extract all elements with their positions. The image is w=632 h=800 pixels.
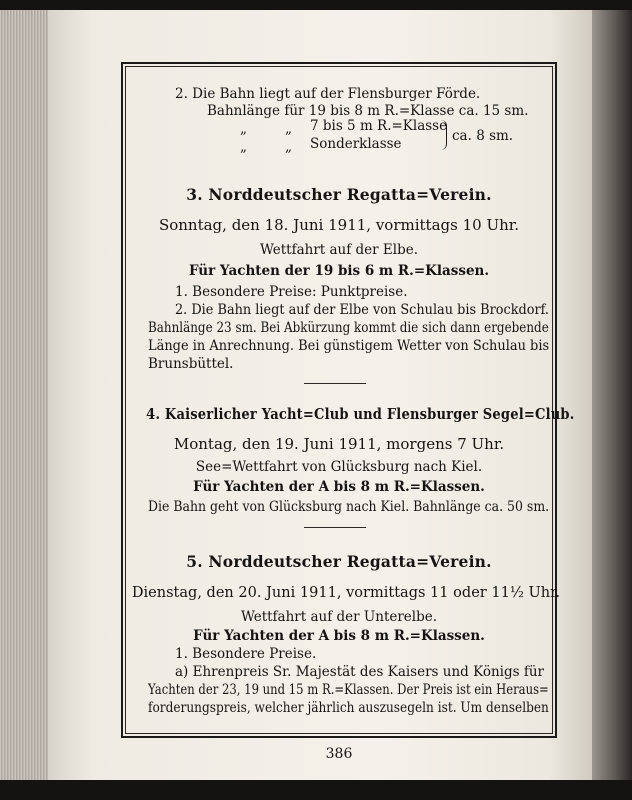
section-classes: Für Yachten der 19 bis 6 m R.=Klassen. xyxy=(188,263,490,279)
section-heading: 3. Norddeutscher Regatta=Verein. xyxy=(186,185,492,204)
body-line: 1. Besondere Preise. xyxy=(175,646,317,662)
body-line: 1. Besondere Preise: Punktpreise. xyxy=(175,284,408,300)
body-line: Die Bahn geht von Glücksburg nach Kiel. Bahnlänge ca. 50 sm. xyxy=(148,499,550,515)
body-line: Bahnlänge 23 sm. Bei Abkürzung kommt die sich dann ergebende xyxy=(148,320,549,336)
text-line: Sonderklasse xyxy=(310,136,402,152)
body-line: 2. Die Bahn liegt auf der Elbe von Schulau bis Brockdorf. xyxy=(175,302,550,318)
text-line: Bahnlänge für 19 bis 8 m R.=Klasse ca. 15 sm. xyxy=(207,103,529,119)
brace-bracket xyxy=(440,120,447,150)
scan-border-top xyxy=(0,0,632,10)
ditto-mark: „ xyxy=(285,121,292,137)
section-race: Wettfahrt auf der Unterelbe. xyxy=(240,609,438,625)
section-heading: 5. Norddeutscher Regatta=Verein. xyxy=(186,552,492,571)
book-gutter-shadow xyxy=(592,0,632,800)
body-line: Brunsbüttel. xyxy=(148,356,234,372)
ditto-mark: „ xyxy=(240,139,247,155)
scan-border-bottom xyxy=(0,780,632,800)
section-classes: Für Yachten der A bis 8 m R.=Klassen. xyxy=(193,628,485,644)
section-date: Sonntag, den 18. Juni 1911, vormittags 10 Uhr. xyxy=(158,216,520,234)
text-line: 2. Die Bahn liegt auf der Flensburger Förde. xyxy=(175,86,481,102)
section-date: Montag, den 19. Juni 1911, morgens 7 Uhr. xyxy=(173,435,505,453)
body-line: Yachten der 23, 19 und 15 m R.=Klassen. Der Preis ist ein Heraus= xyxy=(148,682,549,698)
section-date: Dienstag, den 20. Juni 1911, vormittags 11 oder 11½ Uhr. xyxy=(131,583,561,601)
body-line: forderungspreis, welcher jährlich auszusegeln ist. Um denselben xyxy=(148,700,549,716)
section-race: Wettfahrt auf der Elbe. xyxy=(259,242,419,258)
section-divider xyxy=(304,383,366,384)
text-line: 7 bis 5 m R.=Klasse xyxy=(310,118,448,134)
section-heading: 4. Kaiserlicher Yacht=Club und Flensburger Segel=Club. xyxy=(146,406,575,423)
text-line: ca. 8 sm. xyxy=(452,128,514,144)
ditto-mark: „ xyxy=(240,121,247,137)
section-race: See=Wettfahrt von Glücksburg nach Kiel. xyxy=(195,459,483,475)
section-divider xyxy=(304,527,366,528)
body-line: a) Ehrenpreis Sr. Majestät des Kaisers und Königs für xyxy=(175,664,544,680)
page-number: 386 xyxy=(325,746,353,762)
ditto-mark: „ xyxy=(285,139,292,155)
section-classes: Für Yachten der A bis 8 m R.=Klassen. xyxy=(193,479,485,495)
body-line: Länge in Anrechnung. Bei günstigem Wetter von Schulau bis xyxy=(148,338,550,354)
